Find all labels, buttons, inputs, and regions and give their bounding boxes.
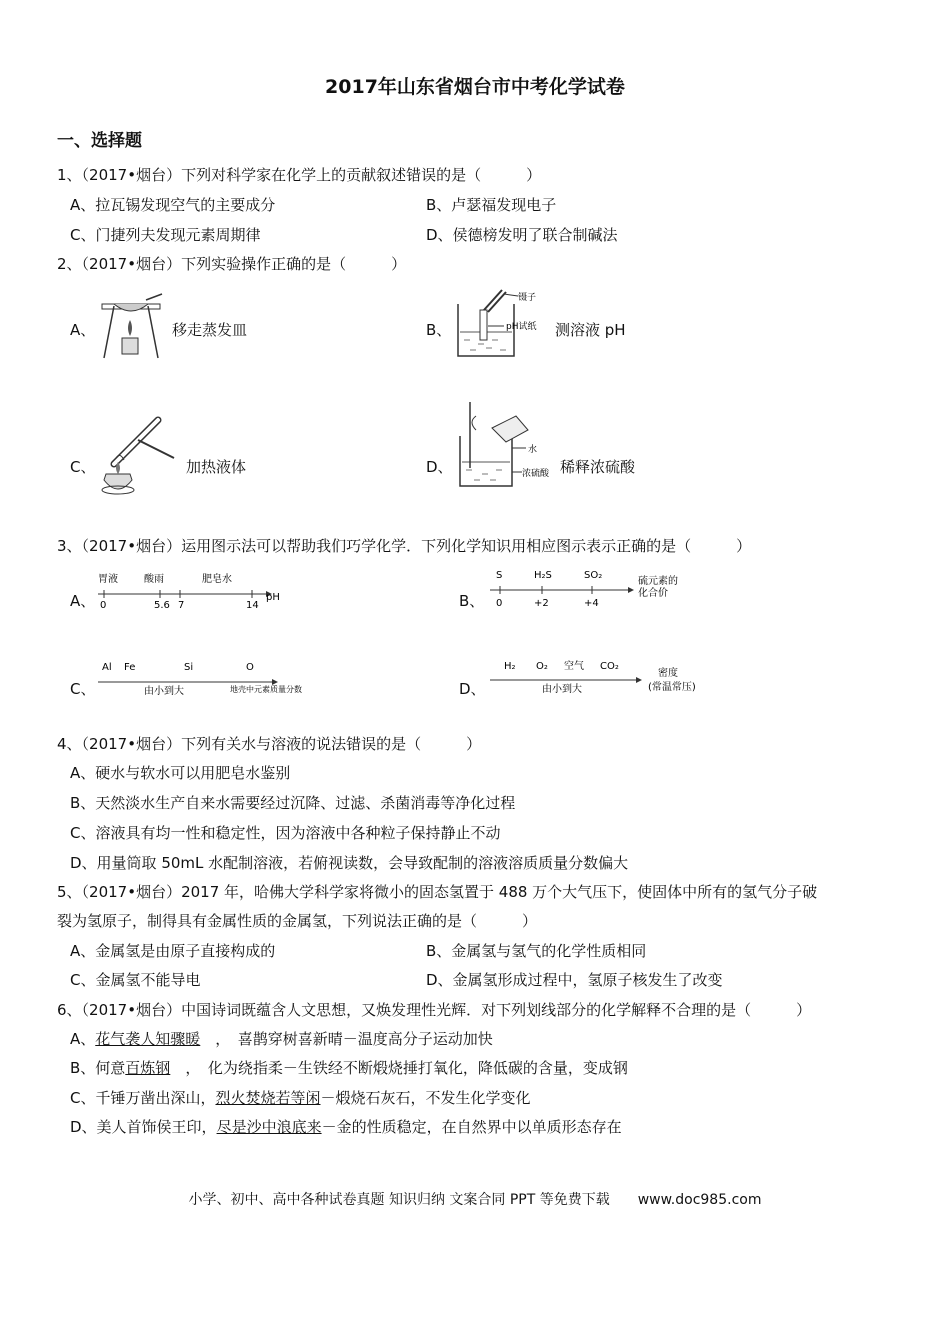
ph-tick-7: 7 xyxy=(178,600,185,611)
option-a-explanation: ， 喜鹊穿树喜新晴－温度高分子运动加快 xyxy=(200,1030,493,1048)
question-4-option-c: C、溶液具有均一性和稳定性，因为溶液中各种粒子保持静止不动 xyxy=(70,824,501,842)
page-title: 2017年山东省烟台市中考化学试卷 xyxy=(325,76,625,98)
option-b-explanation: ， 化为绕指柔－生铁经不断煅烧捶打氧化，降低碳的含量，变成钢 xyxy=(170,1059,628,1077)
question-4-option-a: A、硬水与软水可以用肥皂水鉴别 xyxy=(70,764,291,782)
density-item-h2: H₂ xyxy=(504,661,516,672)
density-item-air: 空气 xyxy=(564,661,584,672)
question-5-stem-line-2: 裂为氢原子，制得具有金属性质的金属氢，下列说法正确的是（ ） xyxy=(57,912,538,930)
question-1-option-b: B、卢瑟福发现电子 xyxy=(426,196,557,214)
ph-paper-label: pH试纸 xyxy=(506,322,537,332)
section-heading: 一、选择题 xyxy=(57,131,142,151)
question-6-option-a xyxy=(70,1028,493,1049)
conc-acid-label: 浓硫酸 xyxy=(522,469,550,479)
question-4-stem: 4、（2017•烟台）下列有关水与溶液的说法错误的是（ ） xyxy=(57,735,482,753)
option-a-prefix: A、 xyxy=(70,1030,96,1048)
question-2-option-d-label: D、 xyxy=(426,458,453,476)
crust-item-al: Al xyxy=(102,662,112,673)
sulfur-valence-line xyxy=(486,566,706,610)
question-2-option-b-label: B、 xyxy=(426,321,452,339)
crust-element-line xyxy=(94,656,314,698)
question-2-option-a-text: 移走蒸发皿 xyxy=(172,321,248,339)
question-3-option-d-label: D、 xyxy=(459,680,486,698)
ph-tick-14: 14 xyxy=(246,600,259,611)
option-c-prefix: C、千锤万凿出深山， xyxy=(70,1089,216,1107)
evaporating-dish-figure xyxy=(96,288,168,364)
question-2-option-a-label: A、 xyxy=(70,321,96,339)
question-5-stem-line-1: 5、（2017•烟台）2017 年，哈佛大学科学家将微小的固态氢置于 488 万个大气压下，使固体中所有的氢气分子破 xyxy=(57,883,818,901)
question-3-option-a-label: A、 xyxy=(70,592,96,610)
question-6-stem: 6、（2017•烟台）中国诗词既蕴含人文思想，又焕发理性光辉．对下列划线部分的化学解释不合理的是（ ） xyxy=(57,1001,812,1019)
ph-test-figure xyxy=(452,286,552,362)
ph-tick-5-6: 5.6 xyxy=(154,600,170,611)
question-5-option-c: C、金属氢不能导电 xyxy=(70,971,201,989)
question-3-option-c-label: C、 xyxy=(70,680,96,698)
ph-tick-0: 0 xyxy=(100,600,107,611)
option-a-underlined: 花气袭人知骤暖 xyxy=(95,1030,201,1048)
page-footer[interactable]: 小学、初中、高中各种试卷真题 知识归纳 文案合同 PPT 等免费下载 www.doc985.com xyxy=(188,1192,762,1208)
crust-item-fe: Fe xyxy=(124,662,136,673)
density-item-o2: O₂ xyxy=(536,661,548,672)
ph-number-line xyxy=(94,570,294,612)
question-2-stem: 2、（2017•烟台）下列实验操作正确的是（ ） xyxy=(57,255,407,273)
option-d-explanation: －金的性质稳定，在自然界中以单质形态存在 xyxy=(321,1118,622,1136)
option-d-prefix: D、美人首饰侯王印， xyxy=(70,1118,217,1136)
question-4-option-d: D、用量筒取 50mL 水配制溶液，若俯视读数，会导致配制的溶液溶质质量分数偏大 xyxy=(70,854,629,872)
diluting-acid-figure xyxy=(452,402,554,490)
tweezer-label: 镊子 xyxy=(518,293,537,303)
valence-axis-label-1: 硫元素的 xyxy=(638,576,678,587)
ph-item-soap-water: 肥皂水 xyxy=(202,574,232,585)
question-4-option-b: B、天然淡水生产自来水需要经过沉降、过滤、杀菌消毒等净化过程 xyxy=(70,794,516,812)
heating-liquid-figure xyxy=(96,412,182,498)
density-axis-label-2: (常温常压) xyxy=(648,682,696,693)
question-5-option-a: A、金属氢是由原子直接构成的 xyxy=(70,942,276,960)
ph-axis-label: pH xyxy=(266,592,280,603)
question-6-option-b xyxy=(70,1057,628,1078)
density-order-label: 由小到大 xyxy=(542,684,582,695)
question-2-option-c-label: C、 xyxy=(70,458,96,476)
density-item-co2: CO₂ xyxy=(600,661,619,672)
crust-axis-label: 地壳中元素质量分数 xyxy=(230,685,302,694)
question-2-option-d-text: 稀释浓硫酸 xyxy=(560,458,636,476)
option-c-underlined: 烈火焚烧若等闲 xyxy=(215,1089,321,1107)
valence-tick-0: 0 xyxy=(496,598,503,609)
question-5-option-b: B、金属氢与氢气的化学性质相同 xyxy=(426,942,647,960)
density-axis-label-1: 密度 xyxy=(658,668,678,679)
valence-item-s: S xyxy=(496,570,503,581)
water-label: 水 xyxy=(528,445,538,455)
ph-item-gastric-juice: 胃液 xyxy=(98,574,118,585)
question-2-option-c-text: 加热液体 xyxy=(186,458,247,476)
question-1-stem: 1、（2017•烟台）下列对科学家在化学上的贡献叙述错误的是（ ） xyxy=(57,166,542,184)
question-1-option-c: C、门捷列夫发现元素周期律 xyxy=(70,226,261,244)
valence-item-h2s: H₂S xyxy=(534,570,552,581)
question-1-option-a: A、拉瓦锡发现空气的主要成分 xyxy=(70,196,276,214)
crust-item-o: O xyxy=(246,662,254,673)
valence-item-so2: SO₂ xyxy=(584,570,603,581)
option-b-prefix: B、何意 xyxy=(70,1059,126,1077)
question-6-option-c xyxy=(70,1087,531,1108)
ph-item-acid-rain: 酸雨 xyxy=(144,574,164,585)
question-3-stem: 3、（2017•烟台）运用图示法可以帮助我们巧学化学．下列化学知识用相应图示表示正确的是（ ） xyxy=(57,537,752,555)
option-c-explanation: －煅烧石灰石，不发生化学变化 xyxy=(320,1089,531,1107)
crust-item-si: Si xyxy=(184,662,194,673)
valence-axis-label-2: 化合价 xyxy=(638,588,668,599)
option-d-underlined: 尽是沙中浪底来 xyxy=(216,1118,322,1136)
density-line xyxy=(486,656,716,698)
valence-tick-plus4: +4 xyxy=(584,598,599,609)
question-2-option-b-text: 测溶液 pH xyxy=(555,321,626,339)
option-b-underlined: 百炼钢 xyxy=(125,1059,171,1077)
question-6-option-d xyxy=(70,1116,622,1137)
question-1-option-d: D、侯德榜发明了联合制碱法 xyxy=(426,226,618,244)
question-5-option-d: D、金属氢形成过程中，氢原子核发生了改变 xyxy=(426,971,723,989)
question-3-option-b-label: B、 xyxy=(459,592,485,610)
valence-tick-plus2: +2 xyxy=(534,598,549,609)
crust-order-label: 由小到大 xyxy=(144,686,184,697)
